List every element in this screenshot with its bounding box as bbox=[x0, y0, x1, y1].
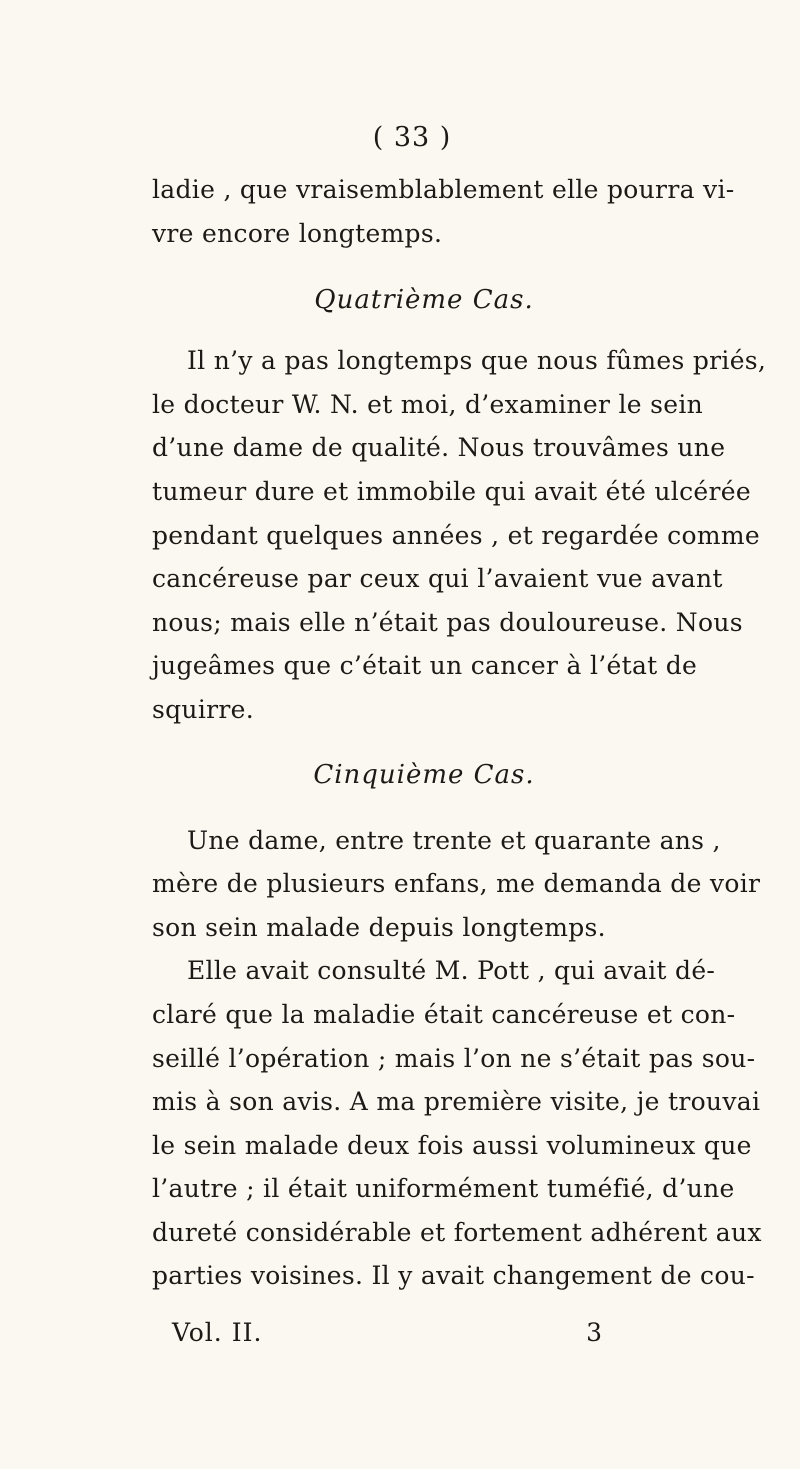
text-line: mère de plusieurs enfans, me demanda de voir bbox=[152, 869, 761, 899]
text-line: le sein malade deux fois aussi volumineux que bbox=[152, 1130, 752, 1160]
text-line: d’une dame de qualité. Nous trouvâmes une bbox=[152, 433, 726, 463]
text-line: vre encore longtemps. bbox=[152, 218, 443, 248]
text-line: cancéreuse par ceux qui l’avaient vue avant bbox=[152, 564, 723, 594]
page-number: ( 33 ) bbox=[372, 122, 452, 153]
text-line: nous; mais elle n’était pas douloureuse. Nous bbox=[152, 607, 743, 637]
text-line: l’autre ; il était uniformément tuméfié, d’une bbox=[152, 1174, 735, 1204]
text-line: claré que la maladie était cancéreuse et con- bbox=[152, 999, 736, 1029]
text-line: ladie , que vraisemblablement elle pourra vi- bbox=[152, 175, 735, 204]
text-line: dureté considérable et fortement adhérent aux bbox=[152, 1217, 762, 1247]
text-line: tumeur dure et immobile qui avait été ulcérée bbox=[152, 476, 751, 506]
text-line: jugeâmes que c’était un cancer à l’état de bbox=[152, 651, 698, 681]
body-text bbox=[152, 168, 767, 1298]
text-line: parties voisines. Il y avait changement de cou- bbox=[152, 1261, 755, 1291]
section-heading-quatrieme-cas: Quatrième Cas. bbox=[314, 285, 534, 316]
text-line: Il n’y a pas longtemps que nous fûmes priés, bbox=[187, 346, 767, 376]
text-line: son sein malade depuis longtemps. bbox=[152, 912, 606, 942]
section-heading-cinquieme-cas: Cinquième Cas. bbox=[313, 759, 535, 790]
text-line: squirre. bbox=[152, 694, 254, 724]
signature-mark: 3 bbox=[586, 1318, 602, 1347]
text-line: Elle avait consulté M. Pott , qui avait dé- bbox=[187, 956, 716, 986]
text-line: pendant quelques années , et regardée comme bbox=[152, 520, 760, 550]
text-line: mis à son avis. A ma première visite, je trouvai bbox=[152, 1087, 761, 1117]
text-line: seillé l’opération ; mais l’on ne s’était pas sou- bbox=[152, 1043, 756, 1073]
text-line: le docteur W. N. et moi, d’examiner le sein bbox=[152, 389, 704, 419]
volume-label: Vol. II. bbox=[172, 1318, 263, 1347]
text-line: Une dame, entre trente et quarante ans , bbox=[187, 825, 721, 855]
